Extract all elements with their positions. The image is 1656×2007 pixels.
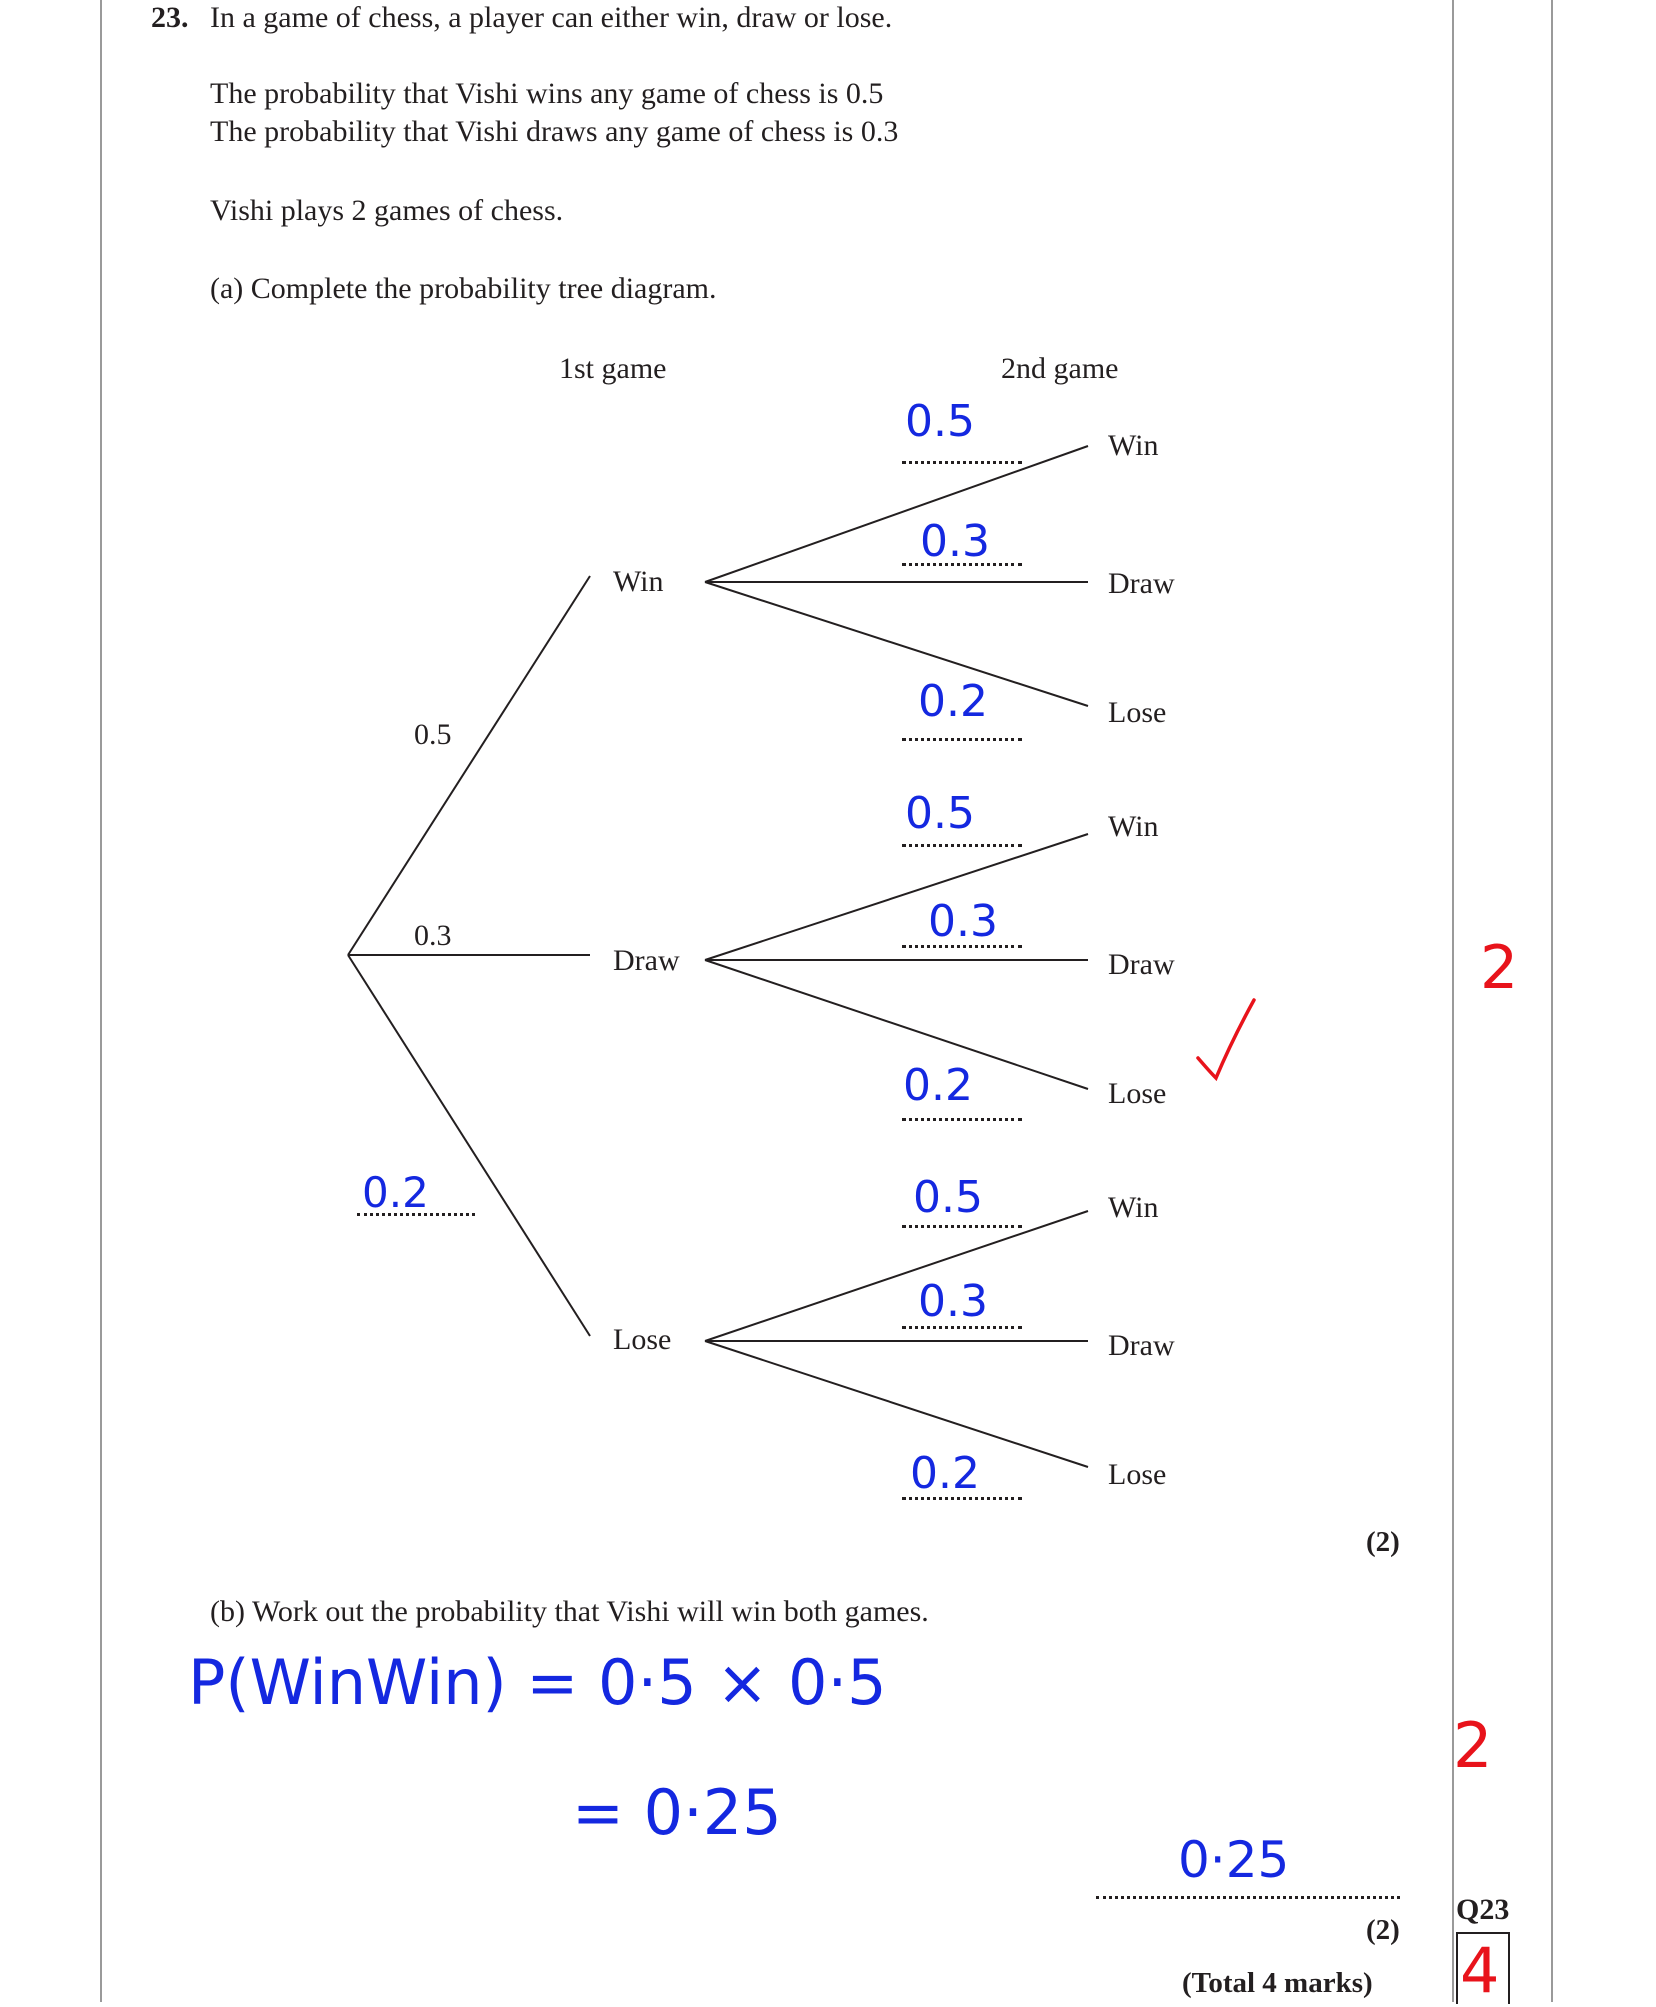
total-marks: (Total 4 marks) (1182, 1967, 1373, 1999)
handwritten-prob-lose-win: 0.5 (913, 1172, 983, 1223)
part-b-prompt: (b) Work out the probability that Vishi will win both games. (210, 1595, 929, 1628)
answer-line-win-lose (902, 738, 1022, 741)
question-number: 23. (151, 1, 189, 34)
marker-score-part-a: 2 (1480, 933, 1519, 1003)
branch-draw-win (705, 834, 1088, 960)
outcome-lose-win: Win (1108, 1191, 1159, 1224)
answer-line-draw-lose (902, 1118, 1022, 1121)
question-box-label: Q23 (1456, 1893, 1510, 1926)
outcome-draw-draw: Draw (1108, 948, 1175, 981)
branch-first-win (348, 576, 590, 955)
branch-draw-lose (705, 960, 1088, 1089)
part-a-marks: (2) (1366, 1526, 1400, 1558)
marker-score-total: 4 (1460, 1934, 1500, 2007)
handwritten-prob-win-lose: 0.2 (918, 676, 988, 727)
outcome-draw-win: Win (1108, 810, 1159, 843)
working-line-1: P(WinWin) = 0·5 × 0·5 (188, 1646, 887, 1719)
handwritten-prob-win-win: 0.5 (905, 396, 975, 447)
answer-line-win-win (902, 461, 1022, 464)
branch-win-lose (705, 582, 1088, 706)
branch-lose-win (705, 1211, 1088, 1341)
outcome-first-win: Win (613, 565, 664, 598)
handwritten-prob-draw-win: 0.5 (905, 788, 975, 839)
marker-score-part-b: 2 (1453, 1709, 1493, 1782)
tree-header-first-game: 1st game (559, 352, 667, 385)
handwritten-prob-win-draw: 0.3 (920, 516, 990, 567)
tree-header-second-game: 2nd game (1001, 352, 1119, 385)
answer-line-lose-win (902, 1225, 1022, 1228)
outcome-draw-lose: Lose (1108, 1077, 1167, 1110)
outcome-win-win: Win (1108, 429, 1159, 462)
branch-lose-lose (705, 1341, 1088, 1467)
outcome-lose-draw: Draw (1108, 1329, 1175, 1362)
outcome-win-lose: Lose (1108, 696, 1167, 729)
part-a-prompt: (a) Complete the probability tree diagram. (210, 272, 717, 305)
handwritten-prob-draw-draw: 0.3 (928, 896, 998, 947)
handwritten-prob-lose-lose: 0.2 (910, 1448, 980, 1499)
question-games: Vishi plays 2 games of chess. (210, 194, 564, 227)
branch-first-lose (348, 955, 590, 1336)
final-answer-handwritten: 0·25 (1178, 1831, 1290, 1889)
branch-win-win (705, 446, 1088, 582)
tick-mark-icon (1198, 1000, 1254, 1078)
outcome-first-lose: Lose (613, 1323, 672, 1356)
handwritten-prob-first-lose: 0.2 (362, 1168, 429, 1217)
handwritten-prob-draw-lose: 0.2 (903, 1060, 973, 1111)
prob-first-draw: 0.3 (414, 919, 452, 952)
answer-line-draw-win (902, 844, 1022, 847)
part-b-marks: (2) (1366, 1914, 1400, 1946)
outcome-win-draw: Draw (1108, 567, 1175, 600)
final-answer-line (1096, 1896, 1400, 1899)
working-line-2: = 0·25 (572, 1776, 782, 1849)
prob-first-win: 0.5 (414, 718, 452, 751)
outcome-first-draw: Draw (613, 944, 680, 977)
outcome-lose-lose: Lose (1108, 1458, 1167, 1491)
question-intro: In a game of chess, a player can either win, draw or lose. (210, 1, 893, 34)
handwritten-prob-lose-draw: 0.3 (918, 1276, 988, 1327)
question-fact-win: The probability that Vishi wins any game of chess is 0.5 (210, 77, 884, 110)
question-fact-draw: The probability that Vishi draws any game of chess is 0.3 (210, 115, 899, 148)
